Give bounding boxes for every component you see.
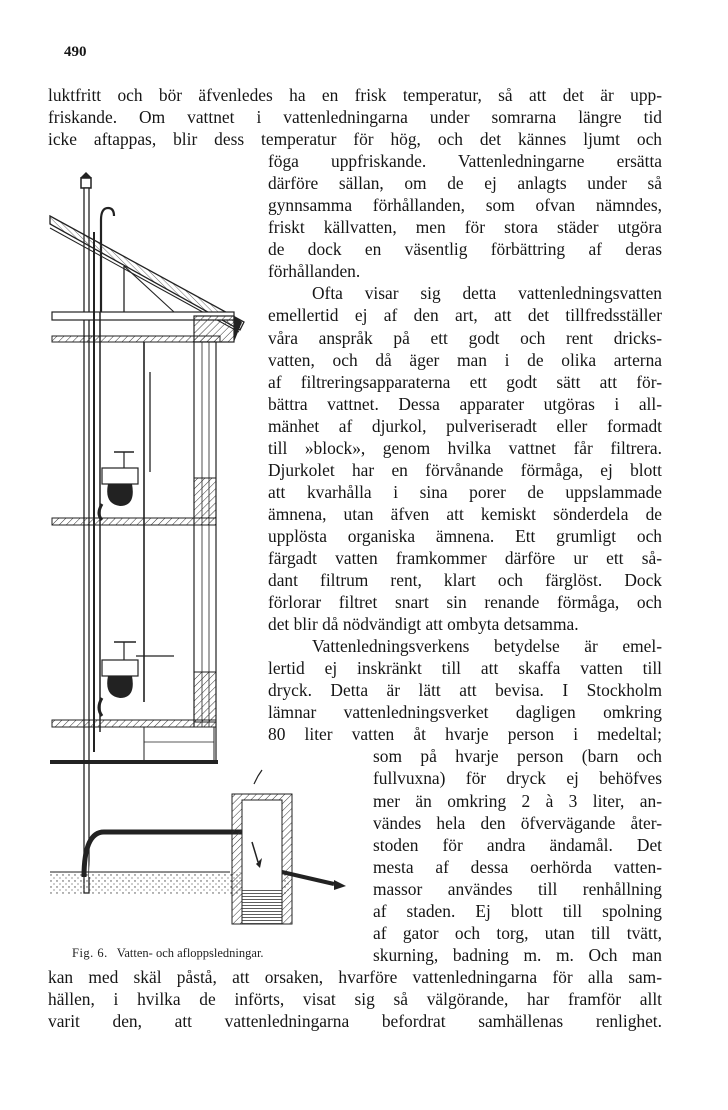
full-width-paragraph-top xyxy=(48,84,662,150)
page-number: 490 xyxy=(64,44,87,60)
text-line: varit den, att vattenledningarna befordrat samhällenas renlighet. xyxy=(48,1010,662,1031)
text-line: friskande. Om vattnet i vattenledningarna under somrarna längre tid xyxy=(48,107,662,128)
sink-lower xyxy=(99,642,174,716)
drain-pipe xyxy=(84,832,244,877)
text-line: föga uppfriskande. Vattenledningarne ersätta xyxy=(268,151,662,172)
text-line: kan med skäl påstå, att orsaken, hvarföre vattenledningarna för alla sam- xyxy=(48,966,662,987)
text-line: af gator och torg, utan till tvätt, xyxy=(373,922,662,943)
text-line: vatten, och då äger man i de olika arterna xyxy=(268,349,662,370)
text-line: 80 liter vatten åt hvarje person i medeltal; xyxy=(268,724,662,745)
text-line: våra anspråk på ett godt och rent dricks- xyxy=(268,327,662,348)
text-line: emellertid ej af den art, att det tillfredsställer xyxy=(268,305,662,326)
water-and-drain-pipes-illustration xyxy=(44,172,364,932)
text-line: af filtreringsapparaterna ett godt sätt att för- xyxy=(268,371,662,392)
sink-upper xyxy=(99,452,138,520)
full-width-paragraph-bottom xyxy=(48,966,662,1032)
text-line: lertid ej inskränkt till att skaffa vatten till xyxy=(268,658,662,679)
text-line: stoden för andra ändamål. Det xyxy=(373,834,662,855)
text-line: mesta af dessa oerhörda vatten- xyxy=(373,856,662,877)
foundation xyxy=(50,727,218,764)
text-line: ämnena, utan äfven att kemiskt sönderdela de xyxy=(268,503,662,524)
text-line: förlorar filtret snart sin renande förmåga, och xyxy=(268,592,662,613)
text-line: Ofta visar sig detta vattenledningsvatten xyxy=(312,283,662,304)
floor-slab-2 xyxy=(52,518,216,525)
text-line: det blir då nödvändigt att ombyta detsamma. xyxy=(268,614,579,635)
right-column-block-b xyxy=(373,745,662,965)
vent-pipe xyxy=(80,172,92,893)
text-line: bättra vattnet. Dessa apparater utgöras i all- xyxy=(268,393,662,414)
text-line: som på hvarje person (barn och xyxy=(373,746,662,767)
floor-slab-3 xyxy=(52,720,216,727)
text-line: därföre sällan, om de ej anlagts under så xyxy=(268,173,662,194)
floor-slab-1 xyxy=(52,336,220,342)
text-line: Vattenledningsverkens betydelse är emel- xyxy=(312,636,662,657)
text-line: af staden. Ej blott till spolning xyxy=(373,900,662,921)
outer-wall xyxy=(194,342,216,762)
sewer-shaft xyxy=(232,770,346,924)
text-line: dryck. Detta är lätt att bevisa. I Stockholm xyxy=(268,680,662,701)
text-line: gynnsamma förhållanden, som ofvan nämndes, xyxy=(268,195,662,216)
text-line: mänhet af djurkol, pulveriseradt eller formadt xyxy=(268,415,662,436)
text-line: icke aftappas, blir dess temperatur för hög, och det kännes ljumt och xyxy=(48,129,662,150)
text-line: Djurkolet har en förvånande förmåga, ej blott xyxy=(268,459,662,480)
text-line: vändes hela den öfvervägande åter- xyxy=(373,812,662,833)
figure-caption xyxy=(72,946,264,961)
text-line: upplösta organiska ämnena. Ett grumligt och xyxy=(268,525,662,546)
figure-caption-text: Vatten- och afloppsledningar. xyxy=(116,946,264,960)
text-line: att kvarhålla i sina porer de uppslammade xyxy=(268,481,662,502)
text-line: hällen, i hvilka de införts, visat sig så välgörande, har framför allt xyxy=(48,988,662,1009)
text-line: till »block», genom hvilka vattnet får filtrera. xyxy=(268,437,662,458)
text-line: friskt källvatten, men för stora städer utgöra xyxy=(268,217,662,238)
text-line: färgadt vatten framkommer därföre ur ett så- xyxy=(268,547,662,568)
text-line: de dock en väsentlig förbättring af deras xyxy=(268,239,662,260)
text-line: dant filtrum rent, klart och färglöst. Dock xyxy=(268,570,662,591)
text-line: massor användes till renhållning xyxy=(373,878,662,899)
text-line: luktfritt och bör äfvenledes ha en frisk temperatur, så att det är upp- xyxy=(48,85,662,105)
text-line: fullvuxna) för dryck ej behöfves xyxy=(373,768,662,789)
text-line: mer än omkring 2 à 3 liter, an- xyxy=(373,790,662,811)
figure-number: Fig. 6. xyxy=(72,946,108,960)
text-line: förhållanden. xyxy=(268,261,361,282)
text-line: lämnar vattenledningsverket dagligen omkring xyxy=(268,702,662,723)
text-line: skurning, badning m. m. Och man xyxy=(373,944,662,965)
